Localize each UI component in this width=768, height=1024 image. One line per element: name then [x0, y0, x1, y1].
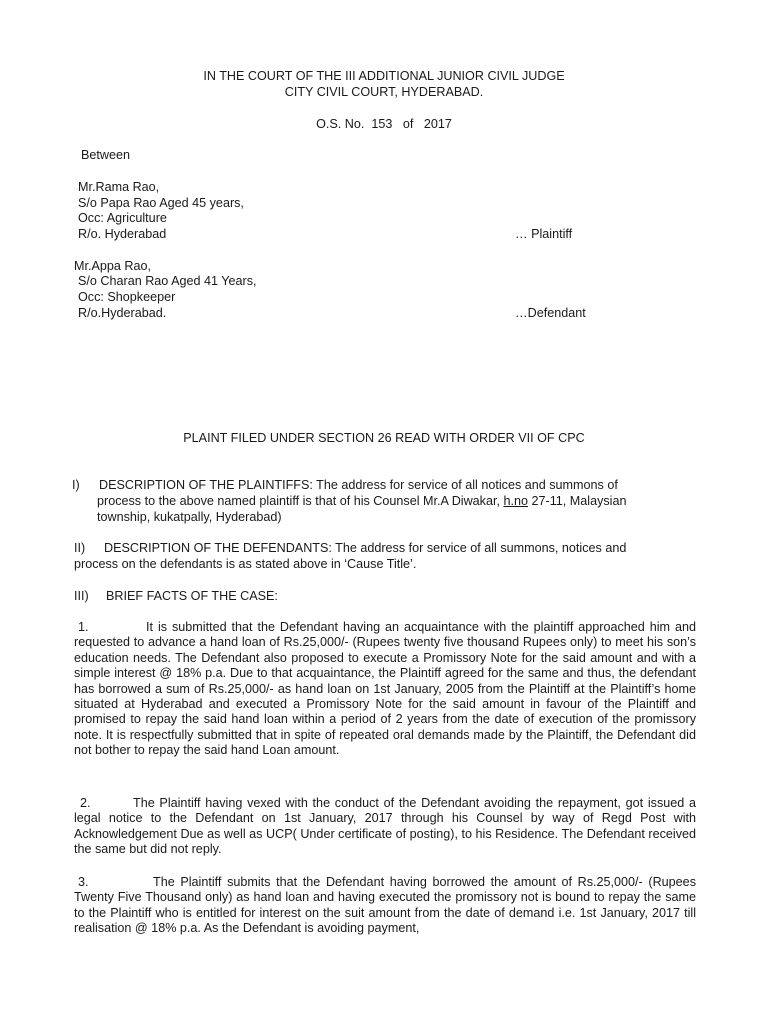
defendant-name: Mr.Appa Rao, — [74, 259, 152, 273]
plaintiff-occupation: Occ: Agriculture — [78, 211, 167, 225]
fact-2-number: 2. — [80, 796, 91, 810]
plaintiff-parentage: S/o Papa Rao Aged 45 years, — [78, 196, 244, 210]
plaintiff-name: Mr.Rama Rao, — [78, 180, 160, 194]
fact-paragraph-3 — [74, 875, 696, 937]
section-1-line3: township, kukatpally, Hyderabad) — [97, 510, 282, 524]
plaint-heading: PLAINT FILED UNDER SECTION 26 READ WITH ORDER VII OF CPC — [183, 431, 585, 445]
section-2-number: II) — [74, 541, 86, 555]
plaintiff-residence: R/o. Hyderabad — [78, 227, 167, 241]
fact-1-text: It is submitted that the Defendant having an acquaintance with the plaintiff approached him and requested to advance a hand loan of Rs.25,000/- (Rupees twenty five thousand Rupees only) to meet his son’s education needs. The Defendant also proposed to execute a Promissory Note for the said amount and with a simple interest @ 18% p.a. Due to that acquaintance, the Plaintiff agreed for the same and thus, the defendant has borrowed a sum of Rs.25,000/- as hand loan on 1st January, 2005 from the Plaintiff at the Plaintiff’s home situated at Hyderabad and executed a Promissory Note for the said amount in favour of the Plaintiff and promised to repay the said hand loan within a period of 2 years from the date of execution of the promissory note. It is respectfully submitted that in spite of repeated oral demands made by the Plaintiff, the Defendant did not bother to repay the said hand Loan amount. — [74, 620, 696, 758]
court-title-line2: CITY CIVIL COURT, HYDERABAD. — [284, 85, 484, 99]
section-2-line1: DESCRIPTION OF THE DEFENDANTS: The address for service of all summons, notices and — [104, 541, 627, 555]
section-1-number: I) — [72, 478, 80, 492]
defendant-role: …Defendant — [515, 306, 586, 320]
fact-1-number: 1. — [78, 620, 89, 634]
between-label: Between — [81, 148, 131, 162]
case-of: of — [402, 117, 414, 131]
section-3-number: III) — [74, 589, 89, 603]
case-number-line — [0, 117, 768, 132]
court-title-line1: IN THE COURT OF THE III ADDITIONAL JUNIOR CIVIL JUDGE — [203, 69, 565, 83]
defendant-occupation: Occ: Shopkeeper — [78, 290, 176, 304]
section-1-line2 — [97, 494, 626, 509]
section-2-line2: process on the defendants is as stated above in ‘Cause Title’. — [74, 557, 417, 571]
defendant-residence: R/o.Hyderabad. — [78, 306, 167, 320]
section-1-line2-text: process to the above named plaintiff is that of his Counsel Mr.A Diwakar, — [97, 494, 500, 508]
fact-2-text: The Plaintiff having vexed with the conduct of the Defendant avoiding the repayment, got issued a legal notice to the Defendant on 1st January, 2017 through his Counsel by way of Regd Post with Acknowledgement Due as well as UCP( Under certificate of posting), to his Residence. The Defendant received the same but did not reply. — [74, 796, 696, 857]
plaintiff-role: … Plaintiff — [515, 227, 573, 241]
fact-paragraph-1 — [74, 620, 696, 759]
fact-3-text: The Plaintiff submits that the Defendant having borrowed the amount of Rs.25,000/- (Rupees Twenty Five Thousand only) as hand loan and having executed the promissory not is bound to repay the same to the Plaintiff who is entitled for interest on the suit amount from the date of demand i.e. 1st January, 2017 till realisation @ 18% p.a. As the Defendant is avoiding payment, — [74, 875, 696, 936]
section-1-line2-rest: 27-11, Malaysian — [531, 494, 627, 508]
fact-3-number: 3. — [78, 875, 89, 889]
section-3-title: BRIEF FACTS OF THE CASE: — [106, 589, 278, 603]
section-1-line1: DESCRIPTION OF THE PLAINTIFFS: The address for service of all notices and summons of — [99, 478, 618, 492]
case-year: 2017 — [423, 117, 452, 131]
hno-link[interactable]: h.no — [503, 494, 528, 508]
fact-paragraph-2 — [74, 796, 696, 858]
defendant-parentage: S/o Charan Rao Aged 41 Years, — [78, 274, 257, 288]
case-prefix: O.S. No. — [316, 117, 365, 131]
case-number: 153 — [371, 117, 393, 131]
